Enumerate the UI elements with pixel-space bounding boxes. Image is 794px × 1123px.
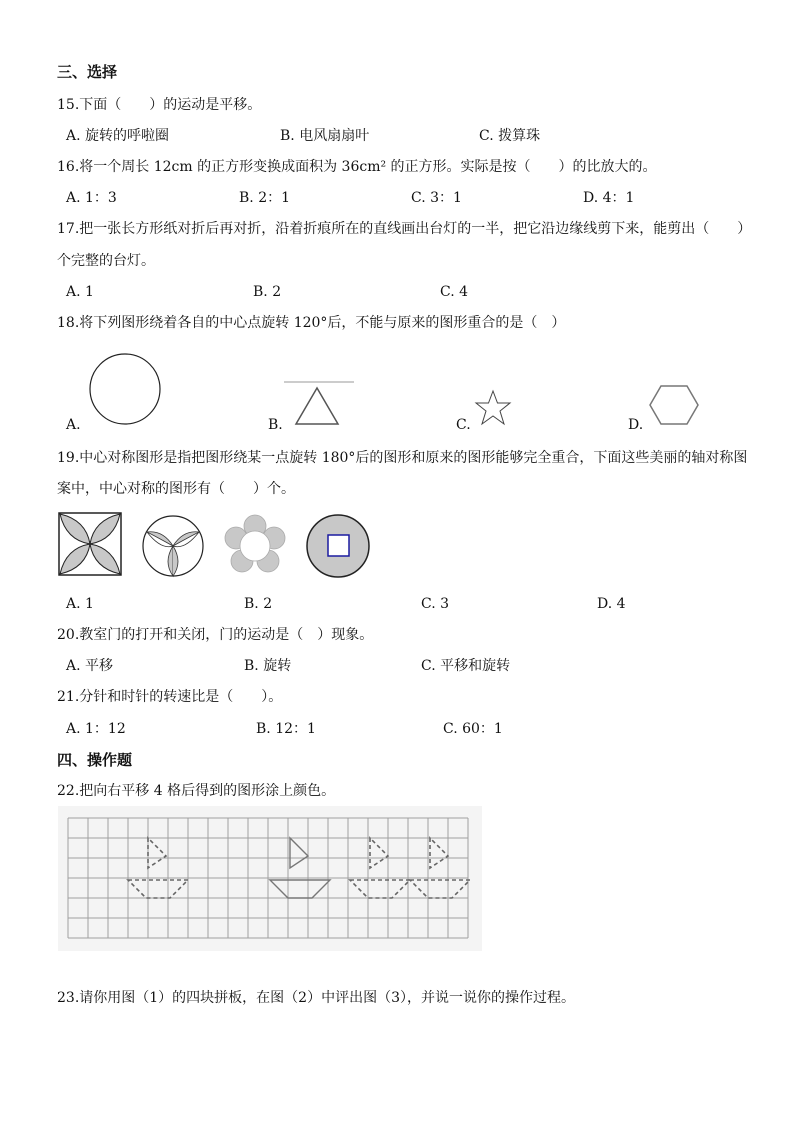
q15-option-a: A. 旋转的呼啦圈	[66, 128, 170, 144]
triangle-figure-icon	[284, 378, 356, 428]
q19-option-b: B. 2	[244, 596, 273, 612]
q20-text: 20.教室门的打开和关闭，门的运动是（ ）现象。	[57, 627, 374, 643]
q18-option-c: C.	[456, 417, 471, 433]
q21-option-a: A. 1：12	[66, 721, 126, 737]
section4-title: 四、操作题	[57, 751, 133, 769]
q20-option-a: A. 平移	[66, 658, 114, 674]
star-figure-icon	[473, 388, 513, 428]
coin-pattern-icon	[305, 513, 371, 579]
circle-trefoil-pattern-icon	[141, 514, 205, 578]
q17-option-a: A. 1	[66, 284, 94, 300]
q20-option-c: C. 平移和旋转	[421, 658, 511, 674]
q19-line2: 案中，中心对称的图形有（ ）个。	[57, 481, 295, 497]
q21-option-b: B. 12：1	[256, 721, 316, 737]
q23-text: 23.请你用图（1）的四块拼板，在图（2）中评出图（3），并说一说你的操作过程。	[57, 990, 575, 1006]
boat-grid-icon	[58, 806, 482, 951]
q16-option-b: B. 2：1	[239, 190, 291, 206]
circle-figure-icon	[88, 352, 162, 426]
flower-pattern-icon	[222, 514, 288, 578]
q17-option-c: C. 4	[440, 284, 469, 300]
q21-option-c: C. 60：1	[443, 721, 503, 737]
q15-text: 15.下面（ ）的运动是平移。	[57, 97, 262, 113]
q15-option-b: B. 电风扇扇叶	[280, 128, 370, 144]
q17-line2: 个完整的台灯。	[57, 253, 155, 269]
q17-option-b: B. 2	[253, 284, 282, 300]
q19-option-d: D. 4	[597, 596, 626, 612]
q16-text: 16.将一个周长 12cm 的正方形变换成面积为 36cm² 的正方形。实际是按（ ）的比放大的。	[57, 159, 657, 175]
q18-option-b: B.	[268, 417, 283, 433]
q15-option-c: C. 拨算珠	[479, 128, 541, 144]
q19-line1: 19.中心对称图形是指把图形绕某一点旋转 180°后的图形和原来的图形能够完全重合，下面这些美丽的轴对称图	[57, 450, 748, 466]
q19-option-c: C. 3	[421, 596, 450, 612]
q18-text: 18.将下列图形绕着各自的中心点旋转 120°后，不能与原来的图形重合的是（ ）	[57, 315, 566, 331]
leaf-square-pattern-icon	[58, 512, 122, 576]
q21-text: 21.分针和时针的转速比是（ ）。	[57, 689, 283, 705]
q22-text: 22.把向右平移 4 格后得到的图形涂上颜色。	[57, 783, 336, 799]
q19-option-a: A. 1	[66, 596, 94, 612]
q18-option-d: D.	[628, 417, 644, 433]
q20-option-b: B. 旋转	[244, 658, 292, 674]
hexagon-figure-icon	[648, 383, 700, 427]
q16-option-d: D. 4：1	[583, 190, 635, 206]
q16-option-a: A. 1：3	[66, 190, 117, 206]
q18-option-a: A.	[66, 417, 81, 433]
q17-line1: 17.把一张长方形纸对折后再对折，沿着折痕所在的直线画出台灯的一半，把它沿边缘线剪下来，能剪出（ ）	[57, 221, 752, 237]
section3-title: 三、选择	[57, 63, 118, 81]
q16-option-c: C. 3：1	[411, 190, 462, 206]
